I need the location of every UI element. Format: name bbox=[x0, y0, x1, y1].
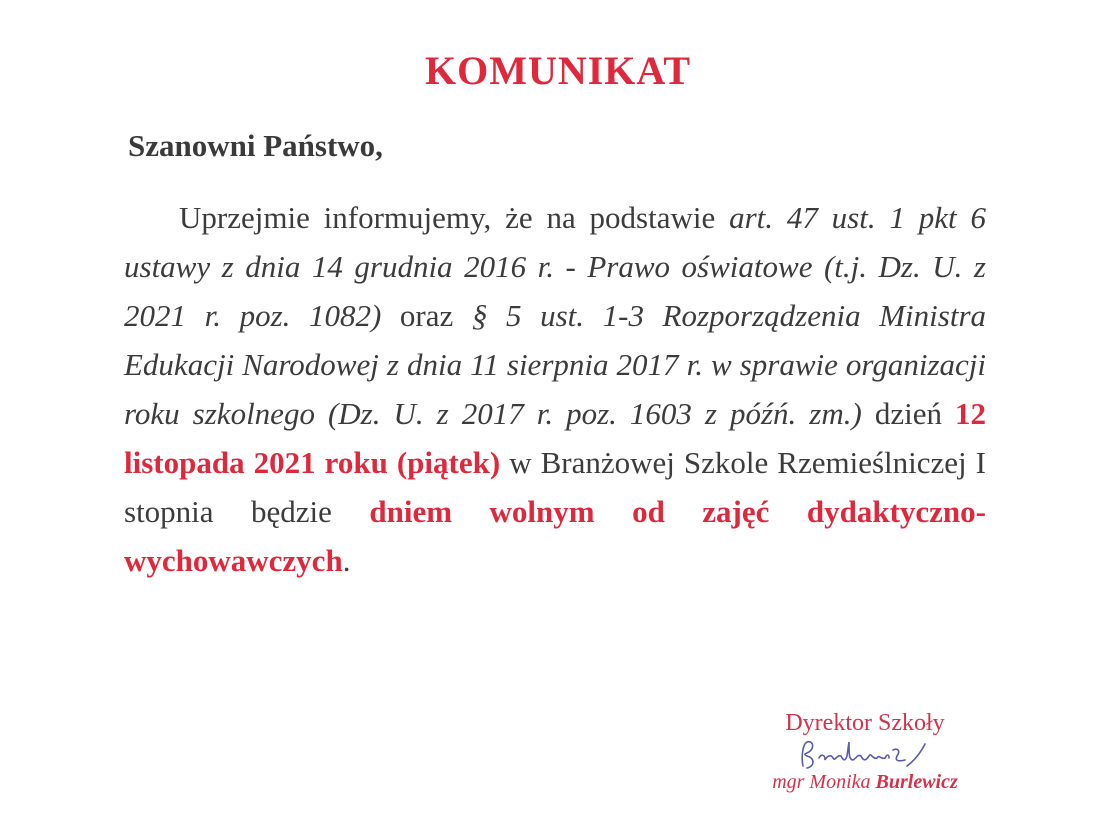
body-day-label: dzień bbox=[861, 396, 955, 431]
legal-basis-regulation: § 5 ust. 1-3 Rozporządzenia Ministra Edukacji Narodowej z dnia 11 sierpnia 2017 r. w sprawie organizacji roku szkolnego (Dz. U. z 2017 r. poz. 1603 z późń. zm.) bbox=[124, 298, 987, 431]
signature-name bbox=[740, 770, 990, 794]
signature-title: Dyrektor Szkoły bbox=[785, 710, 945, 736]
free-day-statement: dniem wolnym od zajęć dydaktyczno-wychowawczych bbox=[124, 494, 986, 578]
body-school: w Branżowej Szkole Rzemieślniczej I stopnia będzie bbox=[124, 445, 986, 529]
free-day-date: 12 listopada 2021 roku (piątek) bbox=[124, 396, 986, 480]
signature-name-prefix: mgr Monika bbox=[772, 771, 876, 793]
document-title: KOMUNIKAT bbox=[424, 48, 692, 93]
body-period: . bbox=[342, 543, 351, 578]
body-intro: Uprzejmie informujemy, że na podstawie bbox=[179, 200, 730, 235]
signature-block bbox=[740, 708, 990, 794]
greeting: Szanowni Państwo, bbox=[128, 128, 383, 163]
announcement-body bbox=[124, 193, 986, 585]
legal-basis-statute: art. 47 ust. 1 pkt 6 ustawy z dnia 14 grudnia 2016 r. - Prawo oświatowe (t.j. Dz. U. z 2021 r. poz. 1082) bbox=[124, 200, 986, 333]
body-conjunction: oraz bbox=[381, 298, 472, 333]
signature-surname: Burlewicz bbox=[875, 771, 958, 793]
